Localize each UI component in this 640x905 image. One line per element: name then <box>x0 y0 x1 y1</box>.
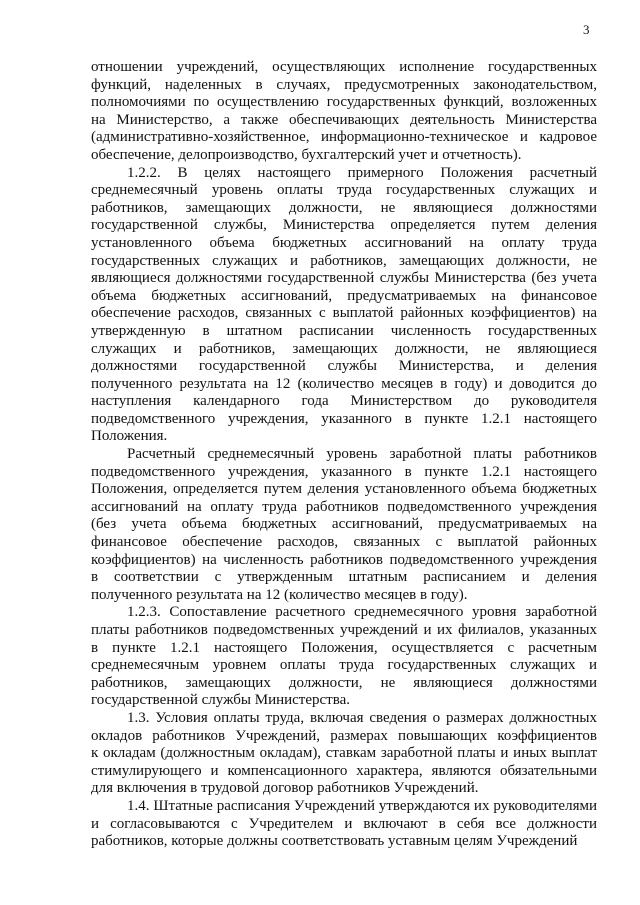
text-line: окладов работников Учреждений, размерах повышающих коэффициентов <box>91 727 597 744</box>
text-line: ассигнований на оплату труда работников подведомственного учреждения <box>91 498 597 515</box>
text-line: обеспечение расходов, связанных с выплатой районных коэффициентов) на <box>91 305 597 322</box>
text-line: объема бюджетных ассигнований, предусматриваемых на финансовое <box>91 287 597 304</box>
text-line: государственной службы Министерства. <box>91 692 351 709</box>
text-line: в пункте 1.2.1 настоящего Положения, осуществляется с расчетным <box>91 639 597 656</box>
text-line: утвержденную в штатном расписании численность государственных <box>91 322 597 339</box>
text-line: полученного результата на 12 (количество месяцев в году). <box>91 586 468 603</box>
text-line: Расчетный среднемесячный уровень заработной платы работников <box>127 446 597 463</box>
text-line: среднемесячный уровень оплаты труда государственных служащих и <box>91 182 597 199</box>
text-line: Положения. <box>91 428 168 445</box>
text-line: 1.2.2. В целях настоящего примерного Положения расчетный <box>127 164 597 181</box>
text-line: к окладам (должностным окладам), ставкам заработной платы и иных выплат <box>91 745 597 762</box>
text-line: работников, замещающих должности, не являющиеся должностями <box>91 674 597 691</box>
text-line: функций, наделенных в случаях, предусмотренных законодательством, <box>91 76 597 93</box>
text-line: полномочиями по осуществлению государственных функций, возложенных <box>91 94 597 111</box>
text-line: должностями государственной службы Министерства, и деления <box>91 358 597 375</box>
text-line: стимулирующего и компенсационного характера, являются обязательными <box>91 762 597 779</box>
text-line: обеспечение, делопроизводство, бухгалтерский учет и отчетность). <box>91 146 522 163</box>
text-line: среднемесячным уровнем оплаты труда государственных служащих и <box>91 657 597 674</box>
document-body <box>91 59 597 851</box>
text-line: отношении учреждений, осуществляющих исполнение государственных <box>91 59 597 75</box>
text-line: и согласовываются с Учредителем и включают в себя все должности <box>91 815 597 832</box>
text-line: полученного результата на 12 (количество месяцев в году) и доводится до <box>91 375 597 392</box>
paragraph-p5 <box>91 710 597 798</box>
text-line: государственных служащих и работников, замещающих должности, не <box>91 252 597 269</box>
text-line: коэффициентов) на численность работников подведомственного учреждения <box>91 551 597 568</box>
paragraph-p4 <box>91 604 597 710</box>
text-line: для включения в трудовой договор работников Учреждений. <box>91 780 479 797</box>
text-line: 1.3. Условия оплаты труда, включая сведения о размерах должностных <box>127 709 597 726</box>
text-line: подведомственного учреждения, указанного в пункте 1.2.1 настоящего <box>91 463 597 480</box>
text-line: служащих и работников, замещающих должности, не являющиеся <box>91 340 597 357</box>
paragraph-p2 <box>91 165 597 447</box>
paragraph-p3 <box>91 446 597 604</box>
page-number: 3 <box>583 22 590 37</box>
text-line: работников, которые должны соответствовать уставным целям Учреждений <box>91 833 578 850</box>
text-line: являющиеся должностями государственной службы Министерства (без учета <box>91 270 597 287</box>
paragraph-p6 <box>91 798 597 851</box>
text-line: платы работников подведомственных учреждений и их филиалов, указанных <box>91 622 597 638</box>
text-line: работников, замещающих должности, не являющиеся должностями <box>91 199 597 216</box>
text-line: финансовое обеспечение расходов, связанных с выплатой районных <box>91 534 597 551</box>
text-line: в соответствии с утвержденным штатным расписанием и деления <box>91 569 597 586</box>
text-line: (без учета объема бюджетных ассигнований, предусматриваемых на <box>91 516 597 533</box>
text-line: на Министерство, а также обеспечивающих деятельность Министерства <box>91 111 597 128</box>
text-line: подведомственного учреждения, указанного в пункте 1.2.1 настоящего <box>91 410 597 427</box>
paragraph-p1 <box>91 59 597 165</box>
text-line: Положения, определяется путем деления установленного объема бюджетных <box>91 481 597 498</box>
text-line: государственной службы, Министерства определяется путем деления <box>91 217 597 234</box>
text-line: наступления календарного года Министерством до руководителя <box>91 393 597 410</box>
text-line: (административно-хозяйственное, информационно-техническое и кадровое <box>91 129 597 146</box>
text-line: 1.2.3. Сопоставление расчетного среднемесячного уровня заработной <box>127 604 597 621</box>
text-line: 1.4. Штатные расписания Учреждений утверждаются их руководителями <box>127 797 597 814</box>
text-line: установленного объема бюджетных ассигнований на оплату труда <box>91 234 597 251</box>
